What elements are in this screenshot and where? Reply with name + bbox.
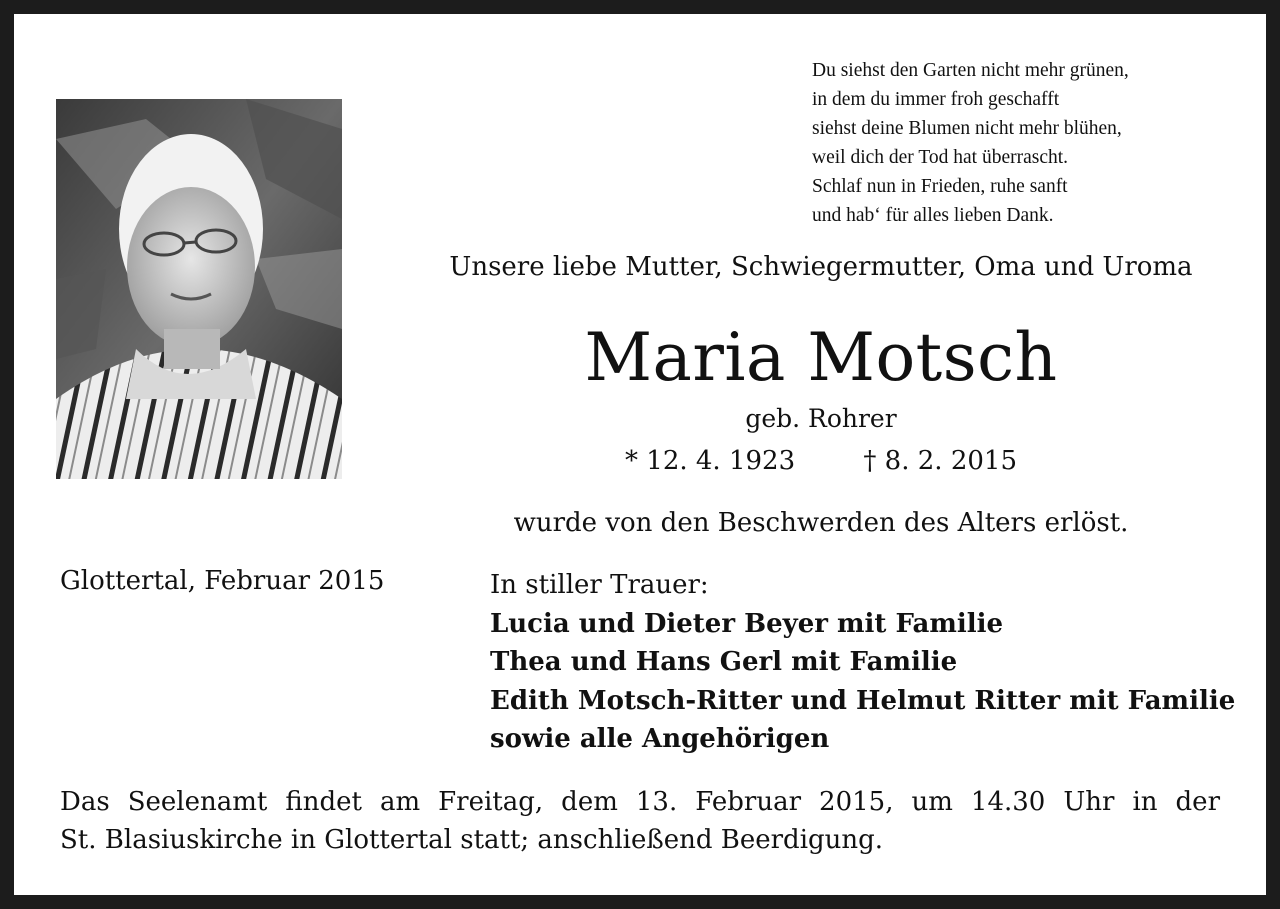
poem-line: und hab‘ für alles lieben Dank. [812,205,1054,226]
obituary-notice [14,14,1266,895]
mourner-line: sowie alle Angehörigen [490,724,830,754]
poem-line: in dem du immer froh geschafft [812,89,1060,110]
mourner-line: Lucia und Dieter Beyer mit Familie [490,608,1004,639]
mourners-block [490,566,1235,759]
funeral-notice [60,783,1220,859]
mourner-line: Thea und Hans Gerl mit Familie [490,647,958,677]
birth-date: * 12. 4. 1923 [625,446,796,476]
place-date: Glottertal, Februar 2015 [60,566,385,596]
maiden-name: geb. Rohrer [745,404,897,433]
mourning-heading: In stiller Trauer: [490,570,709,600]
released-line: wurde von den Beschwerden des Alters erlöst. [513,508,1129,538]
poem-line: weil dich der Tod hat überrascht. [812,147,1069,168]
poem-verse [812,56,1252,230]
poem-line: Schlaf nun in Frieden, ruhe sanft [812,176,1068,197]
poem-line: Du siehst den Garten nicht mehr grünen, [812,60,1129,81]
mourner-line: Edith Motsch-Ritter und Helmut Ritter mit Familie [490,685,1236,716]
deceased-name: Maria Motsch [584,319,1058,396]
notice-line: Das Seelenamt findet am Freitag, dem 13. Februar 2015, um 14.30 Uhr in der [60,787,1220,817]
life-dates [414,446,1228,476]
death-date: † 8. 2. 2015 [863,446,1017,476]
notice-line: St. Blasiuskirche in Glottertal statt; anschließend Beerdigung. [60,825,884,855]
intro-line: Unsere liebe Mutter, Schwiegermutter, Oma und Uroma [449,252,1193,282]
poem-line: siehst deine Blumen nicht mehr blühen, [812,118,1122,139]
portrait-photo [56,99,342,479]
